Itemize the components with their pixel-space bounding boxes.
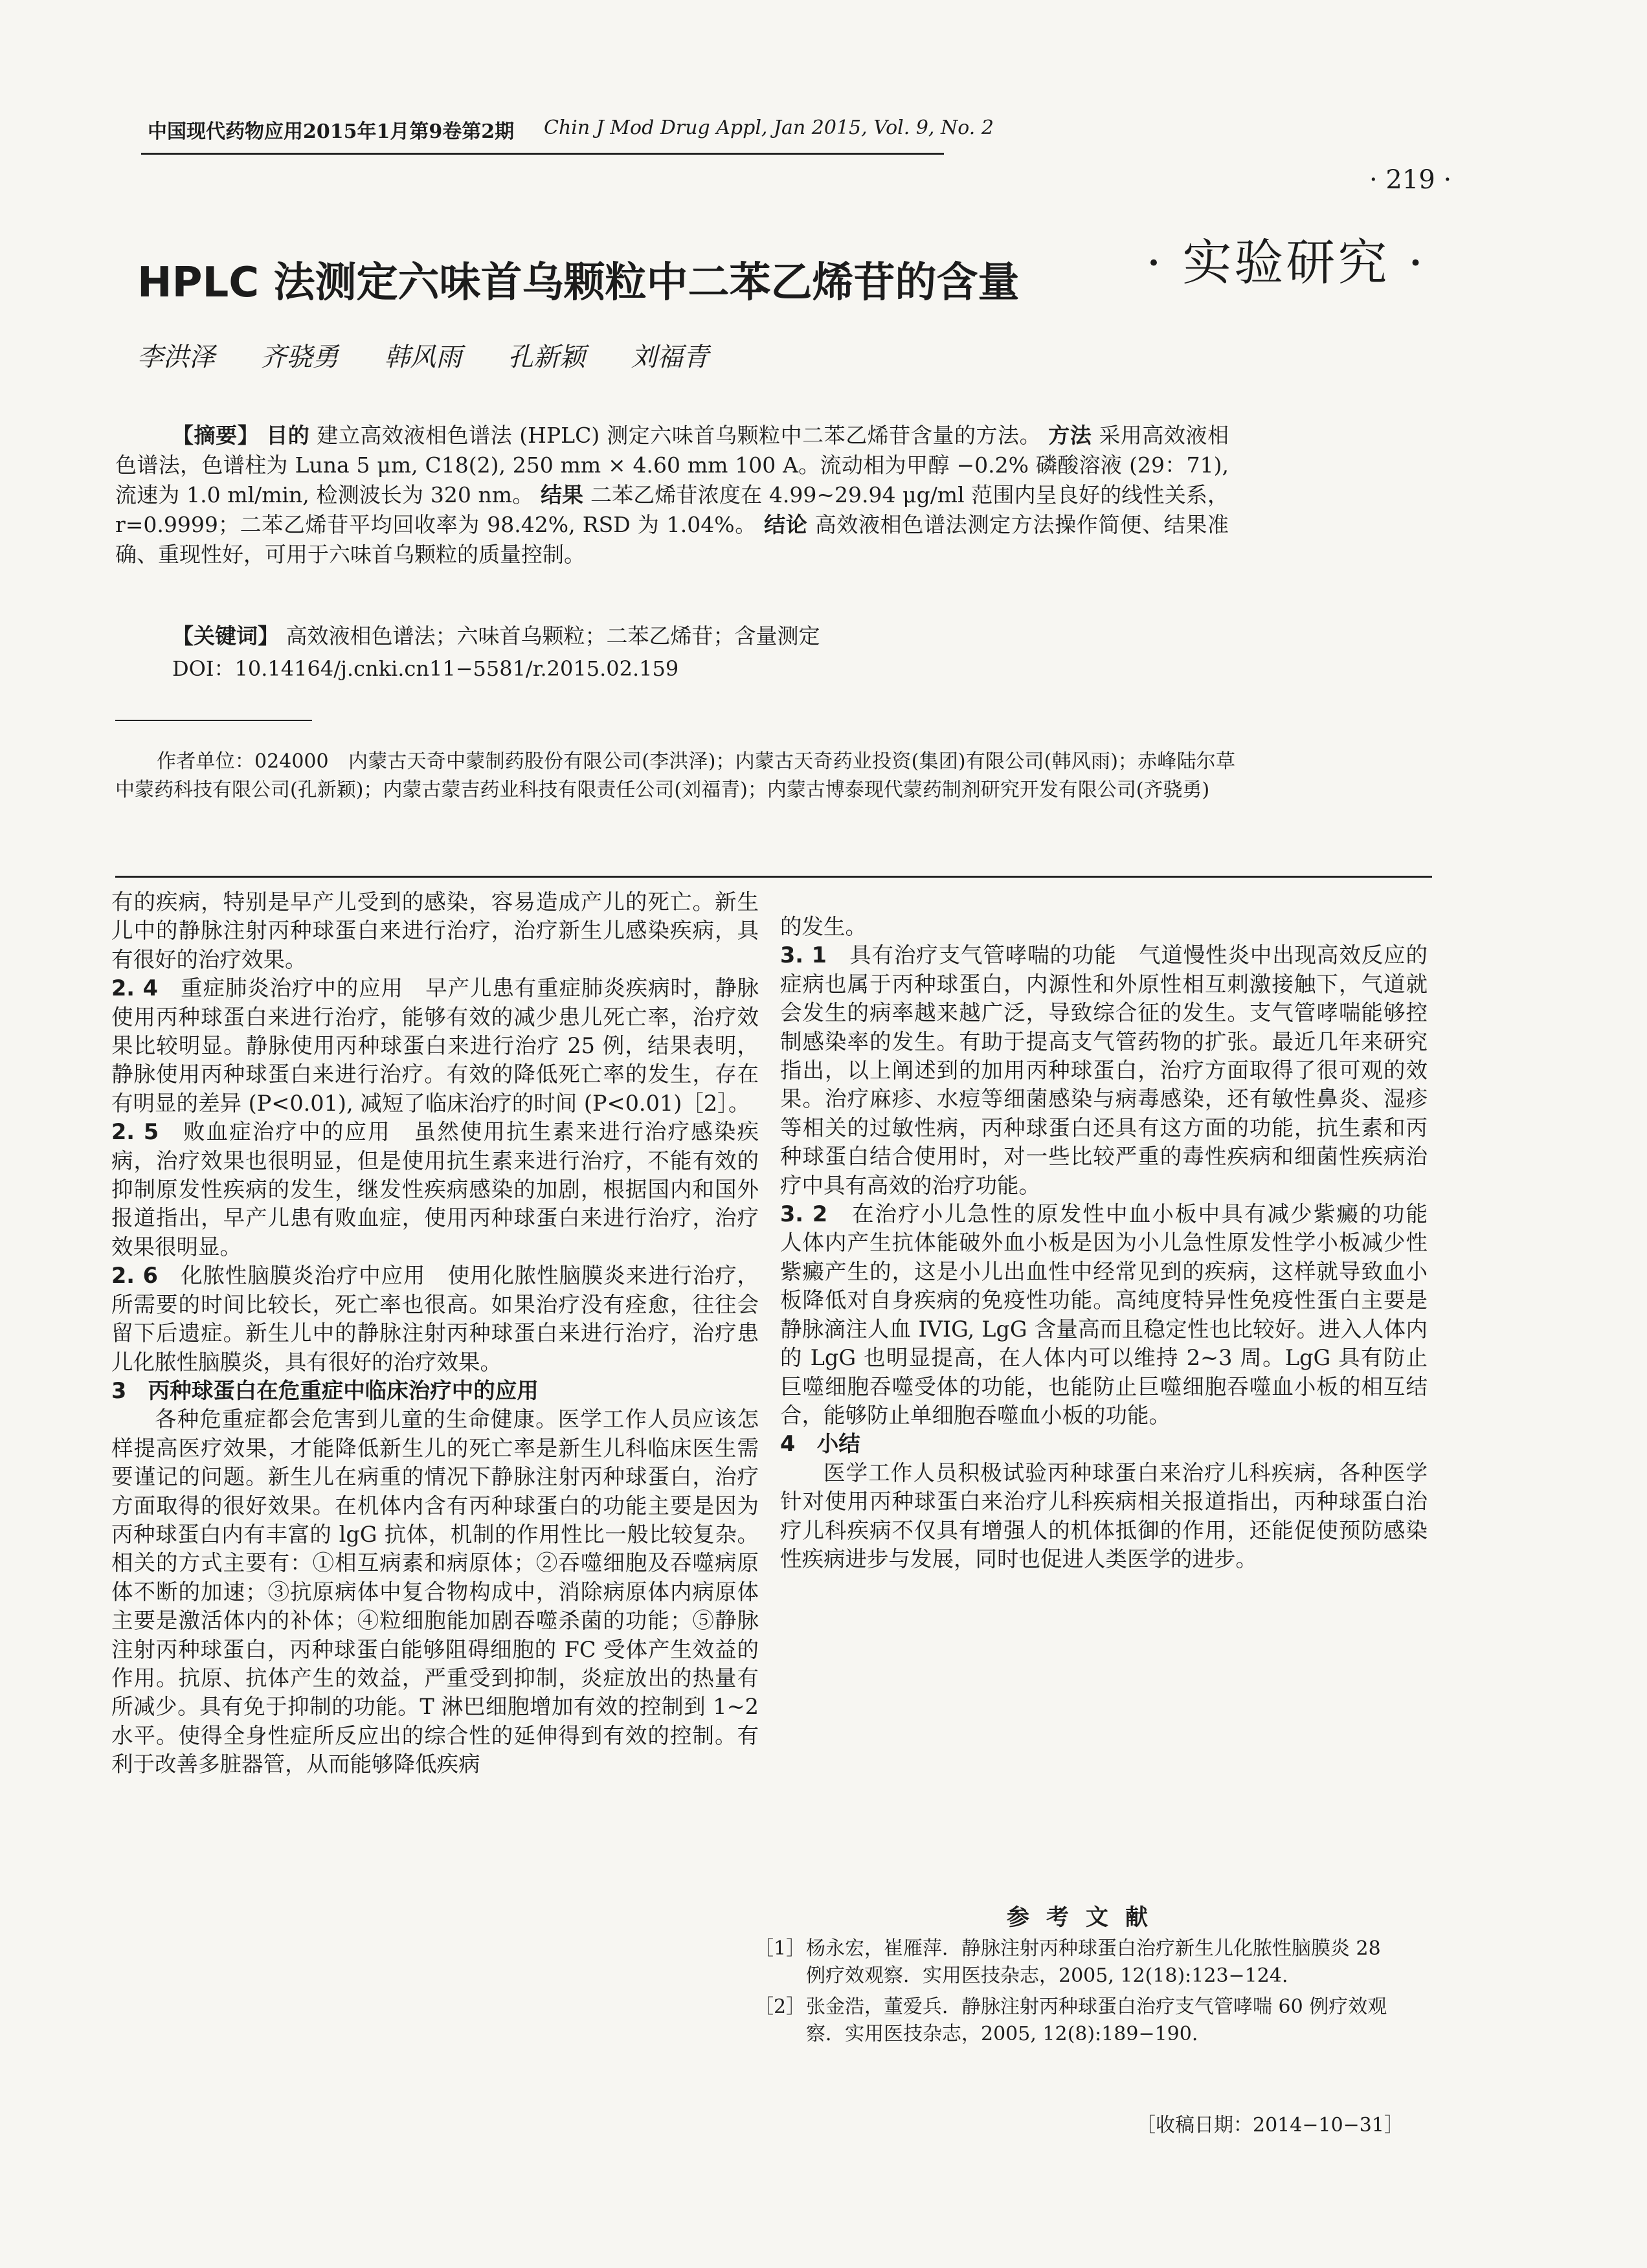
body-divider [115, 876, 1432, 878]
header-rule [141, 153, 944, 155]
author: 韩风雨 [384, 342, 462, 372]
objective-label: 目的 [266, 423, 310, 448]
section-3-2 [780, 1200, 1428, 1430]
paragraph: 医学工作人员积极试验丙种球蛋白来治疗儿科疾病，各种医学针对使用丙种球蛋白来治疗儿科疾病相关报道指出，丙种球蛋白治疗儿科疾病不仅具有增强人的机体抵御的作用，还能促使预防感染性疾病进步与发展，同时也促进人类医学的进步。 [780, 1460, 1428, 1572]
keywords-text: 高效液相色谱法；六味首乌颗粒；二苯乙烯苷；含量测定 [286, 623, 820, 649]
reference-text: 杨永宏，崔雁萍．静脉注射丙种球蛋白治疗新生儿化脓性脑膜炎 28 例疗效观察．实用医技杂志，2005, 12(18):123−124. [806, 1937, 1381, 1987]
reference-list [754, 1935, 1402, 2052]
received-date: ［收稿日期：2014−10−31］ [1136, 2114, 1404, 2137]
section-text: 人体内产生抗体能破外血小板是因为小儿急性原发性学小板减少性紫癜产生的，这是小儿出血性中经常见到的疾病，这样就导致血小板降低对自身疾病的免疫性功能。高纯度特异性免疫性蛋白主要是静脉滴注人血 IVIG, LgG 含量高而且稳定性也比较好。进入人体内的 LgG 也明显提高，在人体内可以维持 2~3 周。LgG 具有防止巨噬细胞吞噬受体的功能，也能防止巨噬细胞吞噬血小板的相互结合，能够防止单细胞吞噬血小板的功能。 [780, 1230, 1428, 1428]
author-affiliation: 作者单位：024000 内蒙古天奇中蒙制药股份有限公司(李洪泽)；内蒙古天奇药业投资(集团)有限公司(韩风雨)；赤峰陆尔草中蒙药科技有限公司(孔新颖)；内蒙古蒙吉药业科技有限责任公司(刘福青)；内蒙古博泰现代蒙药制剂研究开发有限公司(齐骁勇) [115, 750, 1235, 801]
left-column [111, 888, 759, 1779]
section-2-5 [111, 1118, 759, 1262]
page-number: · 219 · [1369, 165, 1452, 195]
result-text: 二苯乙烯苷浓度在 4.99~29.94 μg/ml 范围内呈良好的线性关系，r=0.9999；二苯乙烯苷平均回收率为 98.42%, RSD 为 1.04%。 [115, 482, 1229, 537]
author: 李洪泽 [137, 342, 215, 372]
keywords [172, 621, 1227, 651]
author: 孔新颖 [508, 342, 586, 372]
section-number: 3. 2 [780, 1201, 828, 1227]
section-title: 化脓性脑膜炎治疗中应用 [181, 1263, 426, 1289]
paragraph: 的发生。 [780, 914, 867, 939]
author-list [137, 337, 746, 373]
footnote-rule [115, 720, 312, 721]
method-label: 方法 [1048, 423, 1092, 448]
section-number: 2. 4 [111, 975, 158, 1001]
reference-number: ［2］ [754, 1996, 806, 2018]
author: 齐骁勇 [260, 342, 339, 372]
section-text: 早产儿患有重症肺炎疾病时，静脉使用丙种球蛋白来进行治疗，能够有效的减少患儿死亡率，治疗效果比较明显。静脉使用丙种球蛋白来进行治疗 25 例，结果表明，静脉使用丙种球蛋白来进行治疗。有效的降低死亡率的发生，存在有明显的差异 (P<0.01), 减短了临床治疗的时间 (P<0.01)［2］。 [111, 975, 759, 1116]
section-title: 重症肺炎治疗中的应用 [181, 975, 403, 1001]
references-title: 参考文献 [1007, 1904, 1165, 1931]
result-label: 结果 [541, 482, 584, 507]
section-2-6 [111, 1262, 759, 1377]
section-text: 虽然使用抗生素来进行治疗感染疾病，治疗效果也很明显，但是使用抗生素来进行治疗，不能有效的抑制原发性疾病的发生，继发性疾病感染的加剧，根据国内和国外报道指出，早产儿患有败血症，使用丙种球蛋白来进行治疗，治疗效果很明显。 [111, 1119, 759, 1260]
section-number: 2. 5 [111, 1119, 159, 1145]
reference-item [754, 1994, 1402, 2048]
conclusion-label: 结论 [764, 512, 808, 537]
section-4-heading: 4 小结 [780, 1431, 860, 1457]
journal-header-cn: 中国现代药物应用2015年1月第9卷第2期 [148, 120, 515, 143]
reference-number: ［1］ [754, 1937, 806, 1960]
article-title: HPLC 法测定六味首乌颗粒中二苯乙烯苷的含量 [137, 259, 1020, 307]
abstract [115, 421, 1229, 570]
abstract-label: 【摘要】 [172, 423, 260, 448]
section-title: 具有治疗支气管哮喘的功能 [849, 942, 1117, 968]
conclusion-text: 高效液相色谱法测定方法操作简便、结果准确、重现性好，可用于六味首乌颗粒的质量控制。 [115, 512, 1229, 567]
section-3-heading: 3 丙种球蛋白在危重症中临床治疗中的应用 [111, 1377, 539, 1403]
column-label: · 实验研究 · [1146, 234, 1426, 291]
reference-text: 张金浩，董爱兵．静脉注射丙种球蛋白治疗支气管哮喘 60 例疗效观察．实用医技杂志，2005, 12(8):189−190. [806, 1996, 1387, 2045]
objective-text: 建立高效液相色谱法 (HPLC) 测定六味首乌颗粒中二苯乙烯苷含量的方法。 [317, 423, 1042, 448]
section-number: 3. 1 [780, 942, 827, 968]
section-text: 气道慢性炎中出现高效反应的症病也属于丙种球蛋白，内源性和外原性相互刺激接触下，气道就会发生的病率越来越广泛，导致综合征的发生。支气管哮喘能够控制感染率的发生。有助于提高支气管药物的扩张。最近几年来研究指出，以上阐述到的加用丙种球蛋白，治疗方面取得了很可观的效果。治疗麻疹、水痘等细菌感染与病毒感染，还有敏性鼻炎、湿疹等相关的过敏性病，丙种球蛋白还具有这方面的功能，抗生素和丙种球蛋白结合使用时，对一些比较严重的毒性疾病和细菌性疾病治疗中具有高效的治疗功能。 [780, 942, 1428, 1198]
method-text: 采用高效液相色谱法，色谱柱为 Luna 5 μm, C18(2), 250 mm × 4.60 mm 100 A。流动相为甲醇 −0.2% 磷酸溶液 (29：71), 流速为 1.0 ml/min, 检测波长为 320 nm。 [115, 423, 1229, 507]
right-column [780, 913, 1428, 1573]
reference-item [754, 1935, 1402, 1990]
keywords-label: 【关键词】 [172, 623, 279, 649]
section-number: 2. 6 [111, 1263, 158, 1289]
paragraph: 有的疾病，特别是早产儿受到的感染，容易造成产儿的死亡。新生儿中的静脉注射丙种球蛋白来进行治疗，治疗新生儿感染疾病，具有很好的治疗效果。 [111, 889, 759, 972]
journal-header-en: Chin J Mod Drug Appl, Jan 2015, Vol. 9, No. 2 [544, 117, 994, 139]
section-3-1 [780, 941, 1428, 1200]
section-title: 败血症治疗中的应用 [183, 1119, 391, 1145]
section-text: 使用化脓性脑膜炎来进行治疗，所需要的时间比较长，死亡率也很高。如果治疗没有痊愈，往往会留下后遗症。新生儿中的静脉注射丙种球蛋白来进行治疗，治疗患儿化脓性脑膜炎，具有很好的治疗效果。 [111, 1263, 759, 1375]
author: 刘福青 [631, 342, 709, 372]
doi: DOI：10.14164/j.cnki.cn11−5581/r.2015.02.159 [172, 656, 679, 681]
paragraph: 各种危重症都会危害到儿童的生命健康。医学工作人员应该怎样提高医疗效果，才能降低新生儿的死亡率是新生儿科临床医生需要谨记的问题。新生儿在病重的情况下静脉注射丙种球蛋白，治疗方面取得的很好效果。在机体内含有丙种球蛋白的功能主要是因为丙种球蛋白内有丰富的 lgG 抗体，机制的作用性比一般比较复杂。相关的方式主要有：①相互病素和病原体；②吞噬细胞及吞噬病原体不断的加速；③抗原病体中复合物构成中，消除病原体内病原体主要是激活体内的补体；④粒细胞能加剧吞噬杀菌的功能；⑤静脉注射丙种球蛋白，丙种球蛋白能够阻碍细胞的 FC 受体产生效益的作用。抗原、抗体产生的效益，严重受到抑制，炎症放出的热量有所减少。具有免于抑制的功能。T 淋巴细胞增加有效的控制到 1~2 水平。使得全身性症所反应出的综合性的延伸得到有效的控制。有利于改善多脏器管，从而能够降低疾病 [111, 1406, 759, 1777]
section-2-4 [111, 974, 759, 1118]
section-title: 在治疗小儿急性的原发性中血小板中具有减少紫癜的功能 [851, 1201, 1428, 1227]
